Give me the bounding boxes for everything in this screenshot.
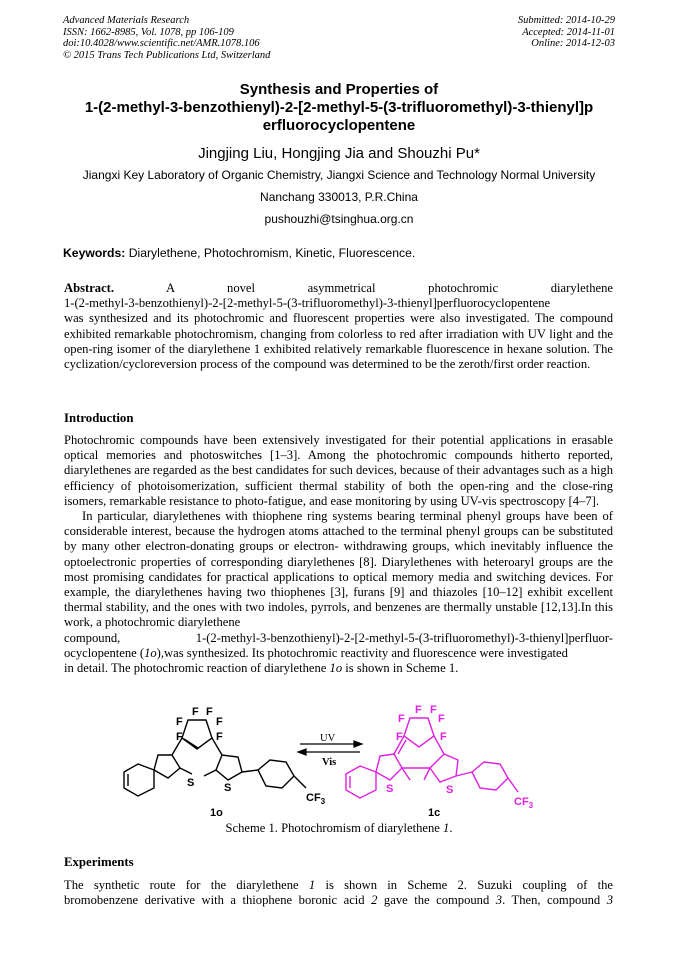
introduction-heading: Introduction [64, 411, 134, 425]
abstract [64, 281, 613, 372]
fluorine-atom: F [176, 731, 183, 743]
fluorine-atom: F [440, 731, 447, 743]
title-line-1: Synthesis and Properties of [239, 81, 439, 98]
journal-name: Advanced Materials Research [63, 15, 190, 26]
vis-label: Vis [322, 757, 337, 768]
cyclopentene-ring-closed [404, 718, 434, 747]
benzothiophene-thiophene-ring [154, 755, 180, 778]
keywords [63, 246, 415, 260]
title-line-2: 1-(2-methyl-3-benzothienyl)-2-[2-methyl-5-(3-trifluoromethyl)-3-thienyl]p [84, 99, 594, 116]
cf3-subscript: 3 [320, 797, 326, 806]
intro-paragraph-2: In particular, diarylethenes with thiophene ring systems bearing terminal phenyl groups have been of considerable interest, because the hydrogen atoms attached to the terminal phenyl groups can be substituted by many other electron-donating groups or electron- withdrawing groups, which inevitably influence the optoelectronic properties of corresponding diarylethenes [8]. Diarylethenes with heteroaryl groups are the most promising candidates for practical applications to optical memory media and switching devices. For example, the diarylethenes having two thiophenes [3], furans [9] and thiazoles [10–12] exhibit excellent thermal stability, and the ones with two indoles, pyrrols, and benzenes are thermally unstable [12,13].In this work, a photochromic diarylethene [64, 509, 613, 630]
exp-text: bromobenzene derivative with a thiophene boronic acid [64, 893, 372, 908]
experiments-line-2 [64, 893, 613, 908]
fluorine-atom: F [396, 731, 403, 743]
reverse-arrow-head [298, 749, 306, 755]
compound-ref: 1o [329, 661, 343, 676]
sulfur-atom: S [224, 782, 232, 794]
abstract-line-1 [64, 281, 613, 296]
exp-text: . Then, compound [502, 893, 607, 908]
fluorine-atom: F [398, 713, 405, 725]
paper-title [40, 81, 638, 135]
doi: doi:10.4028/www.scientific.net/AMR.1078.106 [63, 38, 260, 50]
affiliation-line-2: Nanchang 330013, P.R.China [260, 190, 418, 204]
compound-ref: 2 [371, 893, 378, 908]
author-email: pushouzhi@tsinghua.org.cn [264, 212, 414, 226]
methyl-bond [402, 768, 410, 780]
compound-ref: 3 [495, 893, 503, 908]
experiments-heading: Experiments [64, 855, 134, 869]
exp-text: gave the compound [377, 893, 496, 908]
abstract-line-2: 1-(2-methyl-3-benzothienyl)-2-[2-methyl-5-(3-trifluoromethyl)-3-thienyl]perfluorocyclopentene [64, 296, 551, 311]
open-isomer-1o [124, 720, 306, 796]
closed-isomer-1c [346, 718, 518, 798]
caption-text: . [449, 821, 453, 835]
caption-text: Scheme 1. Photochromism of diarylethene [225, 821, 444, 835]
open-isomer-labels [176, 706, 326, 819]
journal-header-right [518, 15, 615, 50]
fluorine-atom: F [438, 713, 445, 725]
accepted-date: Accepted: 2014-11-01 [522, 26, 615, 38]
cf3-group [514, 796, 534, 810]
abstract-label: Abstract. [64, 281, 115, 295]
intro-line-compound: compound, 1-(2-methyl-3-benzothienyl)-2-[2-methyl-5-(3-trifluoromethyl)-3-thienyl]perfluor- [64, 630, 613, 645]
submitted-date: Submitted: 2014-10-29 [517, 15, 615, 26]
scheme-1-caption [0, 821, 678, 836]
sulfur-atom: S [446, 784, 454, 796]
methyl-bond [424, 768, 430, 780]
fluorine-atom: F [206, 706, 213, 718]
thiophene-ring [216, 755, 242, 780]
phenyl-ring [258, 760, 294, 788]
fluorine-atom: F [216, 716, 223, 728]
bond [508, 778, 518, 792]
cf3-group [306, 792, 326, 806]
compound-ref: 1 [308, 878, 316, 892]
fluorine-atom: F [176, 716, 183, 728]
journal-header-left [63, 15, 270, 61]
scheme-1-figure [110, 700, 580, 820]
bond [242, 770, 258, 772]
fluorine-atom: F [415, 704, 422, 716]
intro-line-scheme-ref [64, 661, 613, 676]
intro-text: in detail. The photochromic reaction of diarylethene [64, 661, 330, 676]
introduction-text [64, 433, 613, 676]
methyl-bond [204, 770, 216, 776]
copyright: © 2015 Trans Tech Publications Ltd, Switzerland [63, 49, 271, 61]
cf3-text: CF [306, 792, 321, 804]
intro-text: ),was synthesized. Its photochromic reactivity and fluorescence were investigated [156, 645, 568, 660]
bond [294, 776, 306, 788]
affiliation-line-1: Jiangxi Key Laboratory of Organic Chemistry, Jiangxi Science and Technology Normal University [82, 168, 596, 182]
experiments-line-1 [64, 878, 613, 893]
abstract-line-1-text: A novel asymmetrical photochromic diarylethene [165, 281, 613, 295]
issn: ISSN: 1662-8985, Vol. 1078, pp 106-109 [63, 26, 234, 38]
exp-text: is shown in Scheme 2. Suzuki coupling of the [315, 878, 613, 892]
fluorine-atom: F [192, 706, 199, 718]
bond [456, 772, 472, 776]
double-bond [184, 739, 198, 748]
compound-ref: 1o [144, 645, 157, 660]
compound-ref: 3 [606, 893, 614, 908]
fluorine-atom: F [430, 704, 437, 716]
closed-isomer-labels [386, 704, 534, 810]
fluorine-atom: F [216, 731, 223, 743]
exp-text: The synthetic route for the diarylethene [64, 878, 309, 892]
intro-text: is shown in Scheme 1. [342, 661, 459, 676]
intro-line-synthesized [64, 646, 613, 661]
online-date: Online: 2014-12-03 [531, 38, 615, 50]
uv-label: UV [320, 733, 336, 744]
closed-isomer-label: 1c [428, 807, 441, 819]
keywords-label: Keywords: [63, 246, 126, 260]
sulfur-atom: S [187, 777, 195, 789]
open-isomer-label: 1o [210, 807, 223, 819]
authors: Jingjing Liu, Hongjing Jia and Shouzhi Pu* [198, 145, 480, 162]
intro-text: ocyclopentene ( [64, 645, 145, 660]
sulfur-atom: S [386, 783, 394, 795]
caption-compound: 1 [443, 821, 450, 835]
cf3-subscript: 3 [528, 801, 534, 810]
forward-arrow-head [354, 741, 362, 747]
title-line-3: erfluorocyclopentene [262, 117, 416, 134]
phenyl-ring [472, 762, 508, 790]
cf3-text: CF [514, 796, 529, 808]
abstract-rest: was synthesized and its photochromic and fluorescent properties were also investigated. The compound exhibited remarkable photochromism, changing from colorless to red after irradiation with UV light and the open-ring isomer of the diarylethene 1 exhibited relatively remarkable fluorescence in hexane solution. The cyclization/cycloreversion process of the compound was determined to be the zeroth/first order reaction. [64, 311, 613, 372]
thiophene-ring [430, 754, 458, 782]
benzothiophene-thiophene-ring [376, 754, 402, 780]
cyclopentene-ring-open [182, 720, 212, 749]
experiments-text [64, 878, 613, 908]
methyl-bond [180, 768, 192, 774]
intro-paragraph-1: Photochromic compounds have been extensively investigated for their potential applications in erasable optical memories and photoswitches [1–3]. Among the photochromic compounds hitherto reported, diarylethenes are regarded as the best candidates for such devices, because of their advantages such as a high efficiency of photoisomerization, sufficient thermal stability of both the open-ring and the close-ring isomers, remarkable resistance to photo-fatigue, and ease monitoring by using UV-vis spectroscopy [4–7]. [64, 433, 613, 508]
keywords-text: Diarylethene, Photochromism, Kinetic, Fluorescence. [125, 246, 416, 260]
